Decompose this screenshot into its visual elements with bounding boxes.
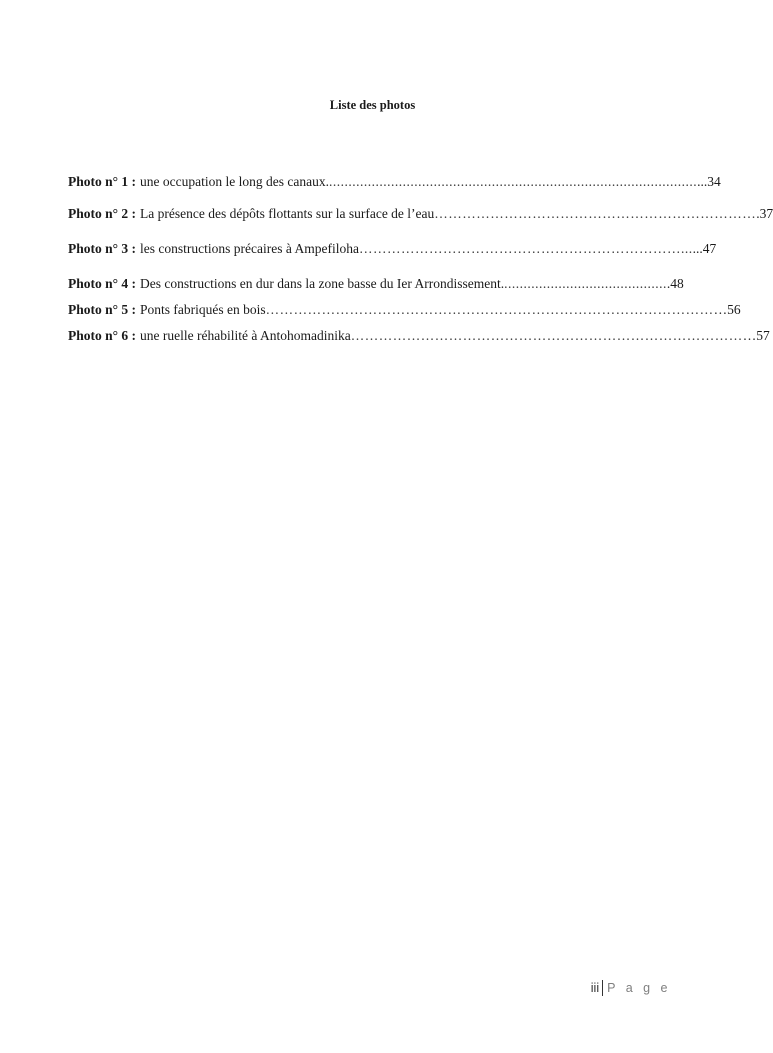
page-number: iii (590, 981, 600, 995)
list-item-photo-4[interactable] (68, 276, 684, 292)
footer-divider (602, 980, 603, 996)
entry-text: La présence des dépôts flottants sur la surface de l’eau (140, 206, 435, 221)
entry-label: Photo n° 4 : (68, 276, 137, 291)
entry-label: Photo n° 2 : (68, 206, 137, 221)
entry-label: Photo n° 5 : (68, 302, 137, 317)
entry-leader: ……………………………………………………………... (358, 241, 693, 256)
entry-page: …56 (713, 302, 741, 317)
entry-label: Photo n° 3 : (68, 241, 137, 256)
entry-text: une occupation le long des canaux. (140, 174, 329, 189)
page-word: P a g e (607, 981, 671, 995)
entry-page: ...47 (692, 241, 717, 256)
list-item-photo-6[interactable] (68, 328, 770, 344)
entry-label: Photo n° 6 : (68, 328, 137, 343)
entry-page: .37 (756, 206, 773, 221)
entry-text: les constructions précaires à Ampefiloha (140, 241, 359, 256)
entry-leader: ………………………………………………………………………… (350, 328, 743, 343)
entry-text: Ponts fabriqués en bois (140, 302, 266, 317)
entry-label: Photo n° 1 : (68, 174, 137, 189)
list-item-photo-1[interactable] (68, 174, 721, 190)
page-footer (591, 980, 671, 996)
entry-leader: …………………………………………………………………………………… (265, 302, 714, 317)
entry-page: .48 (666, 276, 684, 291)
entry-page: ...34 (697, 174, 721, 189)
entry-text: Des constructions en dur dans la zone basse du Ier Arrondissement. (140, 276, 505, 291)
list-item-photo-2[interactable] (68, 206, 773, 222)
list-item-photo-5[interactable] (68, 302, 741, 318)
entry-leader: .......................................... (504, 276, 667, 291)
entry-text: une ruelle réhabilité à Antohomadinika (140, 328, 351, 343)
list-item-photo-3[interactable] (68, 241, 717, 257)
entry-leader: …………………………………………………………… (434, 206, 757, 221)
entry-leader: ............................................................................................... (328, 174, 698, 189)
entry-page: …57 (742, 328, 770, 343)
page-title: Liste des photos (329, 98, 416, 112)
